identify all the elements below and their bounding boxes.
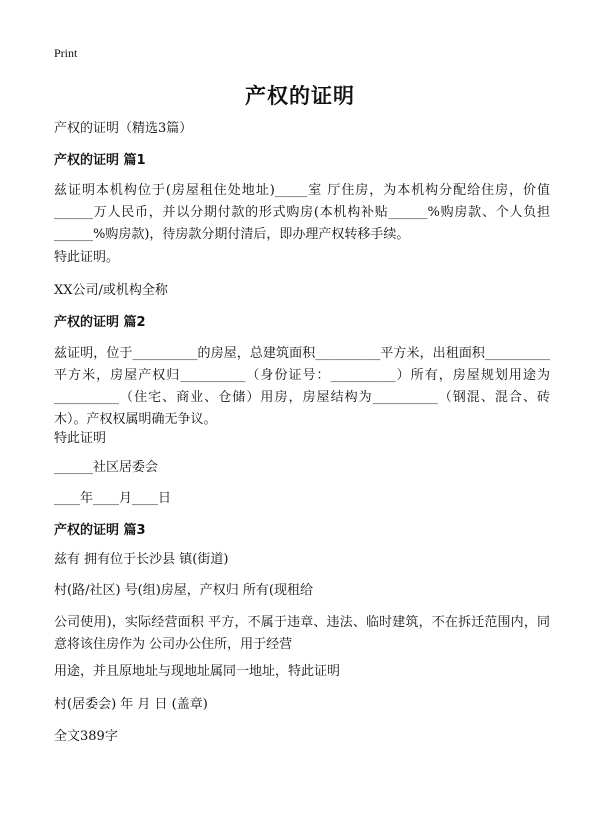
section1-heading: 产权的证明 篇1 — [54, 153, 146, 168]
document-subtitle: 产权的证明（精选3篇） — [54, 121, 193, 136]
section2-committee: ______社区居委会 — [54, 460, 159, 475]
section1-body: 兹证明本机构位于(房屋租住处地址)_____室 厅住房，为本机构分配给住房，价值______万人民币，并以分期付款的形式购房(本机构补贴______%购房款、个人负担______%购房款)，待房款分期付清后，即办理产权转移手续。 — [54, 183, 550, 242]
section3-line: 村(居委会) 年 月 日 (盖章) — [54, 697, 208, 712]
print-label[interactable]: Print — [54, 46, 78, 60]
section1-closing: 特此证明。 — [54, 250, 120, 265]
section3-line: 村(路/社区) 号(组)房屋，产权归 所有(现租给 — [54, 583, 314, 598]
section3-line: 兹有 拥有位于长沙县 镇(街道) — [54, 552, 229, 567]
section3-line: 用途，并且原地址与现地址属同一地址，特此证明 — [54, 664, 341, 679]
section3-line: 公司使用)，实际经营面积 平方，不属于违章、违法、临时建筑，不在拆迁范围内，同意将该住房作为 公司办公住所，用于经营 — [54, 615, 550, 652]
section1-signature: XX公司/或机构全称 — [54, 283, 168, 298]
section2-closing: 特此证明 — [54, 431, 107, 446]
section2-heading: 产权的证明 篇2 — [54, 315, 146, 330]
section2-date: ____年____月____日 — [54, 491, 172, 506]
word-count: 全文389字 — [54, 729, 118, 744]
section3-heading: 产权的证明 篇3 — [54, 523, 146, 538]
page-title: 产权的证明 — [245, 84, 355, 108]
section2-body: 兹证明，位于__________的房屋，总建筑面积__________平方米，出租面积__________平方米，房屋产权归__________（身份证号：__________）所有，房屋规划用途为__________（住宅、商业、仓储）用房，房屋结构为__________（钢混、混合、砖木）。产权权属明确无争议。 — [54, 346, 550, 427]
